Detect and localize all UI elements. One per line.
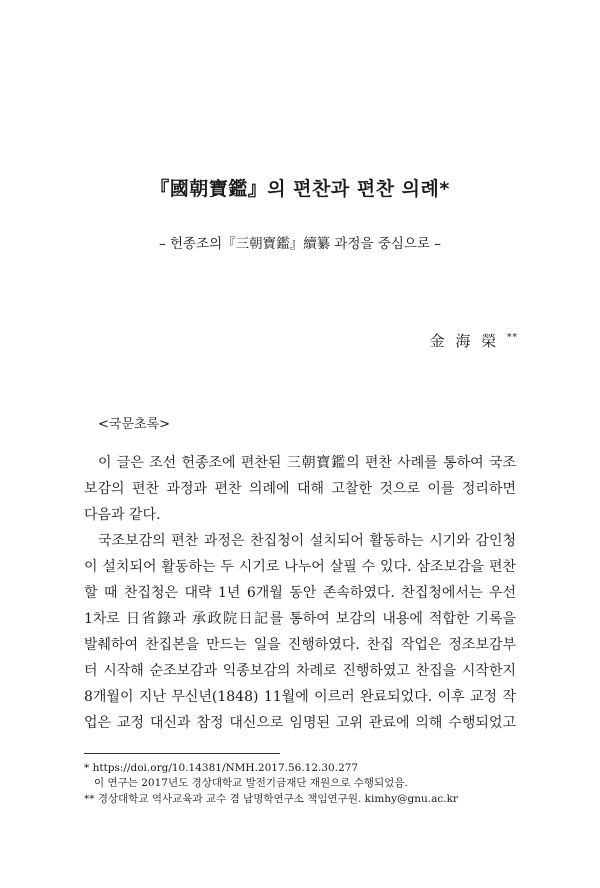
abstract-paragraph-1 (84, 450, 516, 528)
author-footnote-mark: ** (507, 333, 518, 343)
paragraph-line: 국조보감의 편찬 과정은 찬집청이 설치되어 활동하는 시기와 감인청 (98, 533, 516, 549)
abstract-label: <국문초록> (98, 417, 171, 432)
footnote-author-affiliation: ** 경상대학교 역사교육과 교수 겸 남명학연구소 책임연구원. kimhy@gnu.ac.kr (84, 793, 458, 805)
footnote-divider (84, 753, 280, 754)
footnote-doi: * https://doi.org/10.14381/NMH.2017.56.12.30.277 (84, 762, 359, 774)
paragraph-line: 8개월이 지난 무신년(1848) 11월에 이르러 완료되었다. 이후 교정 작 (84, 689, 516, 705)
paragraph-line: 이 글은 조선 헌종조에 편찬된 三朝寶鑑의 편찬 사례를 통하여 국조 (98, 455, 516, 471)
paragraph-line: 다음과 같다. (84, 507, 161, 523)
paragraph-line: 터 시작해 순조보감과 익종보감의 차례로 진행하였고 찬집을 시작한지 (84, 663, 516, 679)
author-name (430, 330, 518, 351)
author-name-text: 金 海 榮 (429, 332, 500, 350)
footnote-funding: 이 연구는 2017년도 경상대학교 발전기금재단 재원으로 수행되었음. (94, 777, 408, 789)
abstract-paragraph-2 (84, 528, 516, 736)
paragraph-line: 할 때 찬집청은 대략 1년 6개월 동안 존속하였다. 찬집청에서는 우선 (84, 585, 516, 601)
paragraph-line: 보감의 편찬 과정과 편찬 의례에 대해 고찰한 것으로 이를 정리하면 (84, 481, 516, 497)
paragraph-line: 업은 교정 대신과 참정 대신으로 임명된 고위 관료에 의해 수행되었고 (84, 715, 516, 731)
paragraph-line: 이 설치되어 활동하는 두 시기로 나누어 살필 수 있다. 삼조보감을 편찬 (84, 559, 516, 575)
paper-title: 『國朝寶鑑』의 편찬과 편찬 의례* (150, 178, 450, 200)
paragraph-line: 1차로 日省錄과 承政院日記를 통하여 보감의 내용에 적합한 기록을 (84, 611, 516, 627)
paragraph-line: 발췌하여 찬집본을 만드는 일을 진행하였다. 찬집 작업은 정조보감부 (84, 637, 516, 653)
paper-subtitle: – 헌종조의『三朝寶鑑』續纂 과정을 중심으로 – (158, 236, 442, 252)
